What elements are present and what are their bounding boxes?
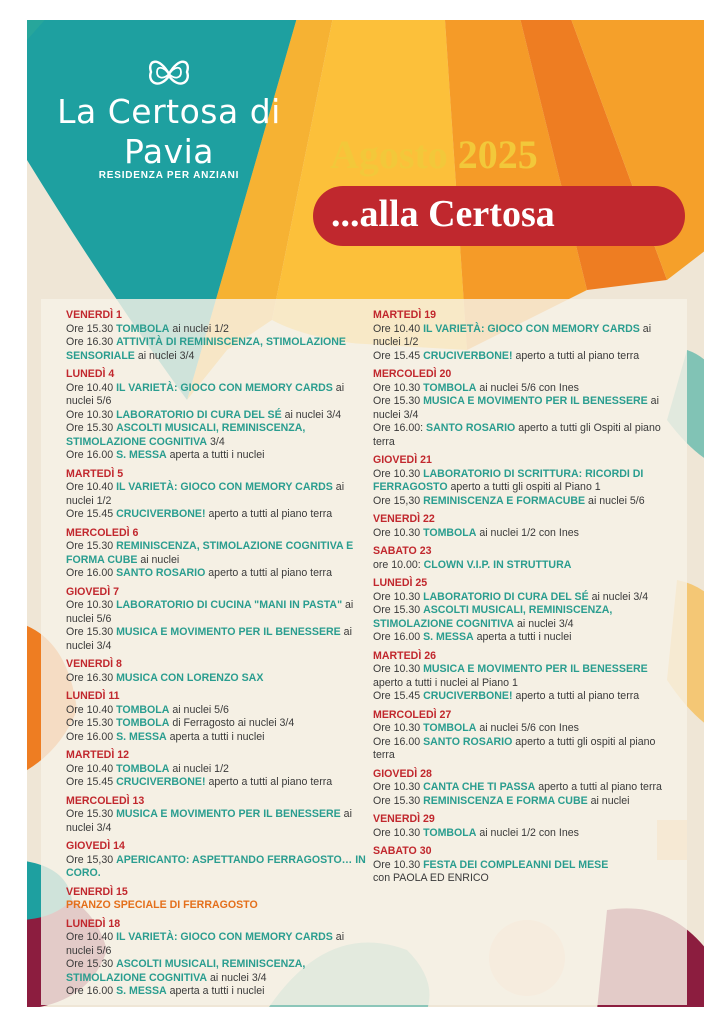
activity-name: CRUCIVERBONE! [423,690,513,702]
activity-line [66,931,366,958]
activity-time: Ore 16.00 [66,567,117,579]
activity-name: ATTIVITÀ DI REMINISCENZA, STIMOLAZIONE SENSORIALE [66,336,346,362]
activity-line [66,323,366,337]
activity-details: aperto a tutti al piano terra [535,781,662,793]
day-heading: GIOVEDÌ 28 [373,767,432,780]
activity-time: con PAOLA ED ENRICO [373,872,489,884]
activity-time: ore 10.00: [373,558,424,571]
activity-line [66,481,366,508]
activity-line [373,795,665,809]
activity-name: REMINISCENZA, STIMOLAZIONE COGNITIVA E FORMA CUBE [66,540,354,566]
activity-name: MUSICA E MOVIMENTO PER IL BENESSERE [116,808,341,820]
activity-time: Ore 15.45 [373,690,424,702]
activity-line [66,422,366,449]
activity-time: Ore 10.30 [373,858,424,871]
activity-time: Ore 15.30 [373,604,424,616]
activity-line [373,663,665,690]
activity-name: MUSICA E MOVIMENTO PER IL BENESSERE [423,395,648,407]
day-heading: MARTEDÌ 12 [66,749,129,761]
activity-name: MUSICA E MOVIMENTO PER IL BENESSERE [423,663,648,675]
activity-time: Ore 10.40 [66,762,117,775]
activity-name: S. MESSA [423,631,474,643]
activity-details: ai nuclei 5/6 [585,494,645,507]
activity-line [66,382,366,409]
activity-time: Ore 10.30 [373,590,424,603]
day-heading: VENERDÌ 1 [66,309,122,321]
activity-name: S. MESSA [116,449,167,461]
activity-details: ai nuclei 1/2 [169,322,229,335]
activity-time: Ore 10.40 [66,481,117,493]
activity-time: Ore 10.40 [66,703,117,716]
activity-name: SANTO ROSARIO [426,422,516,434]
activity-line [373,382,665,396]
activity-name: TOMBOLA [116,762,170,775]
butterfly-logo-icon [145,54,193,94]
activity-line [373,827,665,841]
activity-details: aperto a tutti al piano terra [205,567,332,579]
activity-time: Ore 15.45 [373,349,424,362]
day-heading: VENERDÌ 15 [66,885,128,898]
activity-line [373,527,665,541]
activity-details: ai nuclei 1/2 con Ines [476,826,579,839]
day-heading: MERCOLEDÌ 13 [66,794,145,807]
activity-line [66,672,366,686]
activity-details: ai nuclei 3/4 [281,408,342,421]
activity-time: Ore 10.30 [373,781,424,793]
activity-name: ASCOLTI MUSICALI, REMINISCENZA, STIMOLAZIONE COGNITIVA [373,604,613,630]
activity-details: ai nuclei 1/2 [66,481,345,507]
activity-details: ai nuclei 3/4 [134,349,195,362]
activity-name: CRUCIVERBONE! [116,776,206,788]
brand-name: La Certosa di Pavia [57,92,281,171]
day-heading: VENERDÌ 22 [373,513,435,525]
activity-name: LABORATORIO DI SCRITTURA: RICORDI DI FERRAGOSTO [373,467,644,493]
activity-time: Ore 15.30 [66,808,117,820]
activity-details: ai nuclei 3/4 [66,808,352,834]
activity-name: CANTA CHE TI PASSA [423,781,536,793]
activity-line [66,409,366,423]
activity-name: SANTO ROSARIO [116,567,206,579]
activity-details: aperto a tutti al piano terra [512,349,640,362]
activity-time: Ore 15.45 [66,508,117,520]
activity-line [373,604,665,631]
activity-details: ai nuclei 3/4 [207,971,267,984]
activity-line [373,422,665,449]
activity-time: Ore 16.00: [373,422,426,434]
day-heading: LUNEDÌ 18 [66,917,121,930]
activity-line [66,540,366,567]
day-heading: MERCOLEDÌ 20 [373,368,452,380]
day-heading: SABATO 23 [373,545,432,557]
activity-details: aperto a tutti al piano terra [512,690,640,702]
activity-line [66,704,366,718]
activity-time: Ore 15.30 [66,322,117,335]
day-heading: MARTEDÌ 26 [373,649,436,662]
activity-details: ai nuclei 5/6 con Ines [476,381,579,394]
activity-time: Ore 10.40 [66,931,117,943]
activity-time: Ore 15.30 [66,717,117,729]
activity-line [66,985,366,999]
activity-name: LABORATORIO DI CUCINA "MANI IN PASTA" [116,599,343,611]
activity-name: MUSICA E MOVIMENTO PER IL BENESSERE [116,626,341,638]
schedule-column-left [66,309,366,999]
activity-line [66,508,366,522]
activity-line [66,336,366,363]
activity-details: aperto a tutti i nuclei al Piano 1 [373,676,518,689]
activity-line [66,717,366,731]
activity-time: Ore 10.30 [373,663,424,675]
activity-time: Ore 15.30 [66,540,117,552]
activity-details: ai nuclei 3/4 [514,617,574,630]
activity-line [373,736,665,763]
activity-name: TOMBOLA [423,526,477,539]
activity-time: Ore 15.30 [373,794,424,807]
activity-time: Ore 15,30 [66,853,117,866]
activity-details: ai nuclei 1/2 [169,762,229,775]
brand-logo [39,54,299,181]
activity-name: LABORATORIO DI CURA DEL SÉ [116,408,282,421]
day-heading: LUNEDÌ 25 [373,577,428,589]
day-heading: MARTEDÌ 5 [66,467,124,480]
activity-details: ai nuclei 5/6 [66,931,345,957]
activity-line [66,763,366,777]
activity-line [373,722,665,736]
activity-details: aperta a tutti i nuclei [166,449,265,461]
activity-line [373,690,665,704]
activity-details: di Ferragosto ai nuclei 3/4 [169,717,295,729]
activity-details: ai nuclei 3/4 [373,395,659,421]
activity-name: ASCOLTI MUSICALI, REMINISCENZA, STIMOLAZIONE COGNITIVA [66,422,306,448]
activity-time: Ore 15,30 [373,494,424,507]
day-heading: GIOVEDÌ 14 [66,840,125,852]
activity-line [373,323,665,350]
day-heading: MERCOLEDÌ 6 [66,526,139,539]
activity-line [373,631,665,645]
day-heading: LUNEDÌ 4 [66,368,115,380]
activity-line [373,495,665,509]
activity-time: Ore 15.45 [66,776,117,788]
activity-line [373,559,665,573]
activity-time: Ore 10.40 [66,381,117,394]
activity-time: Ore 10.30 [66,408,117,421]
activity-line [66,808,366,835]
activity-line [373,591,665,605]
activity-name: REMINISCENZA E FORMACUBE [423,494,586,507]
activity-time: Ore 15.30 [66,626,117,638]
activity-time: Ore 15.30 [66,958,117,970]
day-heading: GIOVEDÌ 21 [373,454,432,466]
activity-time: Ore 10.30 [373,826,424,839]
day-heading: MERCOLEDÌ 27 [373,708,452,721]
activity-line [66,854,366,881]
activity-time: Ore 16.00 [373,631,424,643]
activity-line [66,958,366,985]
activity-line [373,395,665,422]
activity-time: Ore 16.00 [373,735,424,748]
day-heading: SABATO 30 [373,845,432,857]
activity-details: ai nuclei 3/4 [588,590,649,603]
activity-time: Ore 15.30 [373,395,424,407]
activity-name: IL VARIETÀ: GIOCO CON MEMORY CARDS [116,481,333,493]
activity-details: aperto a tutti al piano terra [205,508,333,520]
activity-details: aperto a tutti gli ospiti al piano terra [373,735,656,761]
activity-line [66,776,366,790]
activity-name: IL VARIETÀ: GIOCO CON MEMORY CARDS [116,931,333,943]
activity-name: TOMBOLA [423,722,477,734]
activity-details: ai nuclei 5/6 con Ines [476,722,579,734]
activity-name: IL VARIETÀ: GIOCO CON MEMORY CARDS [423,322,640,335]
activity-time: Ore 10.30 [373,467,424,480]
activity-name: TOMBOLA [116,703,170,716]
activity-time: Ore 15.30 [66,422,117,434]
activity-line [66,599,366,626]
activity-details: aperta a tutti i nuclei [166,730,265,743]
activity-details: aperta a tutti i nuclei [166,985,265,997]
activity-details: ai nuclei 5/6 [66,599,354,625]
activity-time: Ore 16.00 [66,985,117,997]
activity-name: LABORATORIO DI CURA DEL SÉ [423,590,589,603]
activity-line [66,731,366,745]
activity-special: PRANZO SPECIALE DI FERRAGOSTO [66,899,258,911]
activity-time: Ore 10.30 [373,526,424,539]
activity-time: Ore 16.00 [66,449,117,461]
activity-name: MUSICA CON LORENZO SAX [116,671,264,684]
activity-details: ai nuclei 1/2 [373,322,652,348]
activity-line [66,567,366,581]
activity-name: TOMBOLA [116,322,170,335]
activity-name: TOMBOLA [116,717,170,729]
activity-details: aperto a tutti gli ospiti al Piano 1 [447,481,601,493]
activity-name: CRUCIVERBONE! [116,508,206,520]
activity-name: FESTA DEI COMPLEANNI DEL MESE [423,858,609,871]
day-heading: LUNEDÌ 11 [66,690,120,702]
month-title: Agosto 2025 [330,132,538,177]
schedule-column-right [373,309,665,886]
activity-details: ai nuclei [137,553,180,566]
schedule-panel [41,299,687,1005]
activity-name: CRUCIVERBONE! [423,349,513,362]
activity-details: ai nuclei [587,794,630,807]
activity-details: ai nuclei 1/2 con Ines [476,526,579,539]
subtitle-band [313,186,685,246]
subtitle: ...alla Certosa [331,193,555,235]
day-heading: VENERDÌ 29 [373,813,435,825]
activity-name: APERICANTO: ASPETTANDO FERRAGOSTO… IN CORO. [66,853,366,879]
activity-details: ai nuclei 5/6 [66,381,345,407]
activity-details: aperto a tutti gli Ospiti al piano terra [373,422,661,448]
activity-line [66,449,366,463]
activity-line [373,468,665,495]
activity-name: S. MESSA [116,985,167,997]
activity-name: CLOWN V.I.P. IN STRUTTURA [423,558,572,571]
activity-name: REMINISCENZA E FORMA CUBE [423,794,588,807]
activity-name: TOMBOLA [423,381,477,394]
activity-details: aperto a tutti al piano terra [205,776,333,788]
activity-name: SANTO ROSARIO [423,735,513,748]
activity-details: ai nuclei 5/6 [169,703,229,716]
activity-details: ai nuclei 3/4 [66,626,352,652]
activity-line [373,859,665,873]
activity-line [373,350,665,364]
poster [27,20,704,1007]
activity-details: aperta a tutti i nuclei [473,631,572,643]
activity-time: Ore 10.40 [373,322,424,335]
activity-details: 3/4 [207,435,225,448]
day-heading: GIOVEDÌ 7 [66,585,119,598]
activity-time: Ore 10.30 [66,599,117,611]
activity-line [373,781,665,795]
activity-time: Ore 10.30 [373,722,424,734]
activity-time: Ore 10.30 [373,381,424,394]
activity-time: Ore 16.30 [66,671,117,684]
activity-name: TOMBOLA [423,826,477,839]
activity-line [66,626,366,653]
activity-name: ASCOLTI MUSICALI, REMINISCENZA, STIMOLAZIONE COGNITIVA [66,958,306,984]
brand-subtitle: RESIDENZA PER ANZIANI [98,170,240,181]
activity-name: IL VARIETÀ: GIOCO CON MEMORY CARDS [116,381,333,394]
activity-line [66,899,366,913]
activity-time: Ore 16.00 [66,730,117,743]
activity-name: S. MESSA [116,730,167,743]
day-heading: VENERDÌ 8 [66,658,122,670]
activity-line [373,872,665,886]
activity-time: Ore 16.30 [66,336,117,348]
day-heading: MARTEDÌ 19 [373,309,436,321]
